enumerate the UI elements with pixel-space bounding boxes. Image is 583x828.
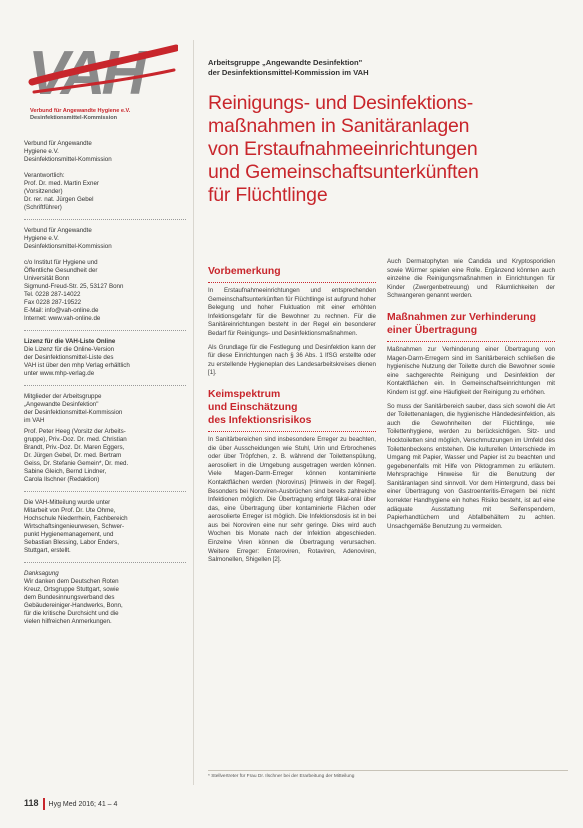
section-heading-massnahmen <box>387 311 555 337</box>
thanks-line: vielen hilfreichen Anmerkungen. <box>24 618 112 625</box>
divider <box>24 491 186 492</box>
license-line: der Desinfektionsmittel-Liste des <box>24 354 114 361</box>
heading-line: einer Übertragung <box>387 324 478 336</box>
paragraph: Auch Dermatophyten wie Candida und Kryptosporidien sowie Würmer spielen eine Rolle. Ergänzend könnten auch einzelne die Reinigungsmaßnahmen in Einrichtungen für Kinder (Zwergenbetreuung) und Räumlichkeiten der Schwangeren genannt werden. <box>387 258 555 300</box>
thanks-line: dem Bundesinnungsverband des <box>24 594 115 601</box>
footer-bar <box>43 798 45 810</box>
phone: Tel. 0228 287-14022 <box>24 291 81 298</box>
note-line: Sebastian Blessing, Labor Enders, <box>24 539 119 546</box>
vah-logo <box>24 40 186 132</box>
fax: Fax 0228 287-19522 <box>24 299 82 306</box>
paragraph: In Sanitärbereichen sind insbesondere Erreger zu beachten, die über Ausscheidungen wie Stuhl, Urin und Erbrochenes oder über Tröpfchen, z. B. während der Toilettenspülung, aerosoliert in die Umgebung ausgetragen werden können. Viele Magen-Darm-Erreger können kontaminierte Kontaktflächen werden (Norovirus) [Hinweis in der Regel]. Besonders bei Noroviren-Ausbrüchen sind bereits zahlreiche Infektionen möglich. Die Übertragung erfolgt fäkal-oral über das, eine Übertragung über kontaminierte Flächen oder aerosolierte Erreger ist möglich. Die Infektionsdosis ist in bei aus bei Noroviren eine nur sehr geringe. Dies wird auch Wochen bis Monate nach der Infektion abgeschieden. Einzelne Viren können die Übertragung verursachen. Weitere Erreger: Enteroviren, Rotaviren, Adenoviren, Salmonellen, Shigellen [2]. <box>208 435 376 564</box>
license-block <box>24 338 186 378</box>
members-line: Dr. Jürgen Gebel, Dr. med. Bertram <box>24 452 122 459</box>
vah-logo-icon <box>28 42 178 104</box>
address-line: Öffentliche Gesundheit der <box>24 267 98 274</box>
members-heading <box>24 393 186 425</box>
thanks-block <box>24 570 186 626</box>
note-line: Wirtschaftsingenieurwesen, Schwer- <box>24 523 125 530</box>
heading-line: des Infektionsrisikos <box>208 414 312 426</box>
address-line: c/o Institut für Hygiene und <box>24 259 98 266</box>
responsible-block <box>24 172 186 212</box>
license-line: Die Lizenz für die Online-Version <box>24 346 115 353</box>
license-line: unter www.mhp-verlag.de <box>24 370 95 377</box>
divider <box>24 562 186 563</box>
heading-rule <box>208 282 376 283</box>
page-number: 118 <box>24 798 39 808</box>
journal-citation: Hyg Med 2016; 41 – 4 <box>48 801 118 808</box>
responsible-line: Prof. Dr. med. Martin Exner <box>24 180 99 187</box>
footnote: * Stellvertreter für Frau Dr. Ilschner bei der Erarbeitung der Mitteilung <box>208 770 568 780</box>
heading-line: Keimspektrum <box>208 388 281 400</box>
license-heading: Lizenz für die VAH-Liste Online <box>24 338 116 345</box>
heading-line: und Einschätzung <box>208 401 298 413</box>
kicker-line: Arbeitsgruppe „Angewandte Desinfektion" <box>208 58 363 67</box>
title-line: und Gemeinschaftsunterkünften <box>208 161 479 183</box>
email-link[interactable]: E-Mail: info@vah-online.de <box>24 307 99 314</box>
org-block-2 <box>24 227 186 251</box>
members-line: Prof. Peter Heeg (Vorsitz der Arbeits- <box>24 428 126 435</box>
org1-line: Desinfektionsmittel-Kommission <box>24 156 112 163</box>
paragraph: So muss der Sanitärbereich sauber, dass sich sowohl die Art der Toilettenanlagen, die hygienische Händedesinfektion, als auch die Gewohnheiten der Flüchtlinge, wie Toilettenhygiene, werden zu berücksichtigen. Sitz- und Hocktoiletten sind möglich, Verschmutzungen im Umfeld des Toilettenbeckens entstehen. Die kulturellen Unterschiede im Umgang mit Papier, Wasser und Papier ist zu beachten und gegebenenfalls mit Hilfe von Piktogrammen zu erläutern. Mehrsprachige Hinweise für die Benutzung der Sanitäranlagen sind sinnvoll. Vor dem Hintergrund, dass bei einer Übertragung von Gastroenteritis-Erregern bei nicht korrekter Handhygiene ein hohes Risiko besteht, ist auf eine adäquate Ausstattung mit Seifenspendern, Papierhandtüchern und Abfallbehältern zu achten. Unsachgemäße Benutzung zu vermeiden. <box>387 402 555 530</box>
members-line: Carola Ilschner (Redaktion) <box>24 476 100 483</box>
address-line: Sigmund-Freud-Str. 25, 53127 Bonn <box>24 283 124 290</box>
divider <box>24 385 186 386</box>
license-line: VAH ist über den mhp Verlag erhältlich <box>24 362 130 369</box>
kicker-line: der Desinfektionsmittel-Kommission im VAH <box>208 68 369 77</box>
org2-line: Verbund für Angewandte <box>24 227 92 234</box>
members-line: gruppe), Priv.-Doz. Dr. med. Christian <box>24 436 127 443</box>
paragraph: In Erstaufnahmeeinrichtungen und entsprechenden Gemeinschaftsunterkünften für Flüchtlinge ist aufgrund hoher Belegung und hoher Fluktuation mit einer erhöhten Infektionsgefahr für die Bewohner zu rechnen. Für die Sanitäreinrichtungen besteht in der Regel ein besonderer Bedarf für Reinigungs- und Desinfektionsmaßnahmen. <box>208 287 376 337</box>
title-line: maßnahmen in Sanitäranlagen <box>208 115 470 137</box>
thanks-line: für die kritische Durchsicht und die <box>24 610 119 617</box>
org2-line: Hygiene e.V. <box>24 235 59 242</box>
heading-rule <box>387 341 555 342</box>
responsible-line: Dr. rer. nat. Jürgen Gebel <box>24 196 94 203</box>
title-line: für Flüchtlinge <box>208 184 328 206</box>
members-heading-line: der Desinfektionsmittel-Kommission <box>24 409 123 416</box>
thanks-line: Gebäudereiniger-Handwerks, Bonn, <box>24 602 123 609</box>
responsible-line: (Vorsitzender) <box>24 188 63 195</box>
org-block-1 <box>24 140 186 164</box>
address-line: Universität Bonn <box>24 275 70 282</box>
members-line: Geiss, Dr. Stefanie Gemein*, Dr. med. <box>24 460 129 467</box>
divider <box>24 219 186 220</box>
address-block <box>24 259 186 323</box>
column-separator <box>193 40 194 785</box>
section-heading-keimspektrum <box>208 388 376 427</box>
note-line: Die VAH-Mitteilung wurde unter <box>24 499 111 506</box>
note-line: Stuttgart, erstellt. <box>24 547 71 554</box>
logo-caption <box>30 108 130 122</box>
thanks-label: Danksagung <box>24 570 59 577</box>
heading-rule <box>208 431 376 432</box>
thanks-line: Kreuz, Ortsgruppe Stuttgart, sowie <box>24 586 119 593</box>
section-heading-vorbemerkung: Vorbemerkung <box>208 266 281 277</box>
logo-wordmark: VAH <box>28 42 143 104</box>
paragraph: Als Grundlage für die Festlegung und Desinfektion kann der für diese Einrichtungen nach § 36 Abs. 1 IfSG erstellte oder zu erstellende Hygieneplan des Landesarbeitskreises dienen [1]. <box>208 343 376 377</box>
responsible-line: (Schriftführer) <box>24 204 62 211</box>
collaboration-note <box>24 499 186 555</box>
members-line: Sabine Gleich, Bernd Lindner, <box>24 468 107 475</box>
divider <box>24 330 186 331</box>
article-title <box>208 92 568 207</box>
org2-line: Desinfektionsmittel-Kommission <box>24 243 112 250</box>
text-column-2 <box>387 258 555 536</box>
note-line: Mitarbeit von Prof. Dr. Ute Ohme, <box>24 507 116 514</box>
heading-line: Maßnahmen zur Verhinderung <box>387 311 536 323</box>
members-heading-line: Mitglieder der Arbeitsgruppe <box>24 393 102 400</box>
title-line: von Erstaufnahmeeinrichtungen <box>208 138 478 160</box>
title-line: Reinigungs- und Desinfektions- <box>208 92 473 114</box>
page-footer <box>24 798 117 810</box>
text-column-1 <box>208 265 376 570</box>
responsible-label: Verantwortlich: <box>24 172 65 179</box>
thanks-line: Wir danken dem Deutschen Roten <box>24 578 119 585</box>
org1-line: Verbund für Angewandte <box>24 140 92 147</box>
members-list <box>24 428 186 484</box>
logo-line-1: Verbund für Angewandte Hygiene e.V. <box>30 108 131 114</box>
note-line: punkt Hygienemanagement, und <box>24 531 114 538</box>
members-heading-line: „Angewandte Desinfektion" <box>24 401 99 408</box>
paragraph: Maßnahmen zur Verhinderung einer Übertragung von Magen-Darm-Erregern sind im Sanitärbereich schließen die hygienische Nutzung der Toilette durch die Bewohner sowie eine sachgerechte Reinigung und Desinfektion der Kontaktflächen ein. In Gemeinschaftseinrichtungen mit Kindern ist ggf. eine Häufigkeit der Reinigung zu erhöhen. <box>387 345 555 396</box>
website-link[interactable]: Internet: www.vah-online.de <box>24 315 101 322</box>
article-kicker <box>208 58 568 78</box>
note-line: Hochschule Niederrhein, Fachbereich <box>24 515 128 522</box>
sidebar <box>24 40 186 626</box>
org1-line: Hygiene e.V. <box>24 148 59 155</box>
members-line: Brandt, Priv.-Doz. Dr. Maren Eggers, <box>24 444 125 451</box>
logo-line-2: Desinfektionsmittel-Kommission <box>30 115 118 121</box>
members-heading-line: im VAH <box>24 417 45 424</box>
